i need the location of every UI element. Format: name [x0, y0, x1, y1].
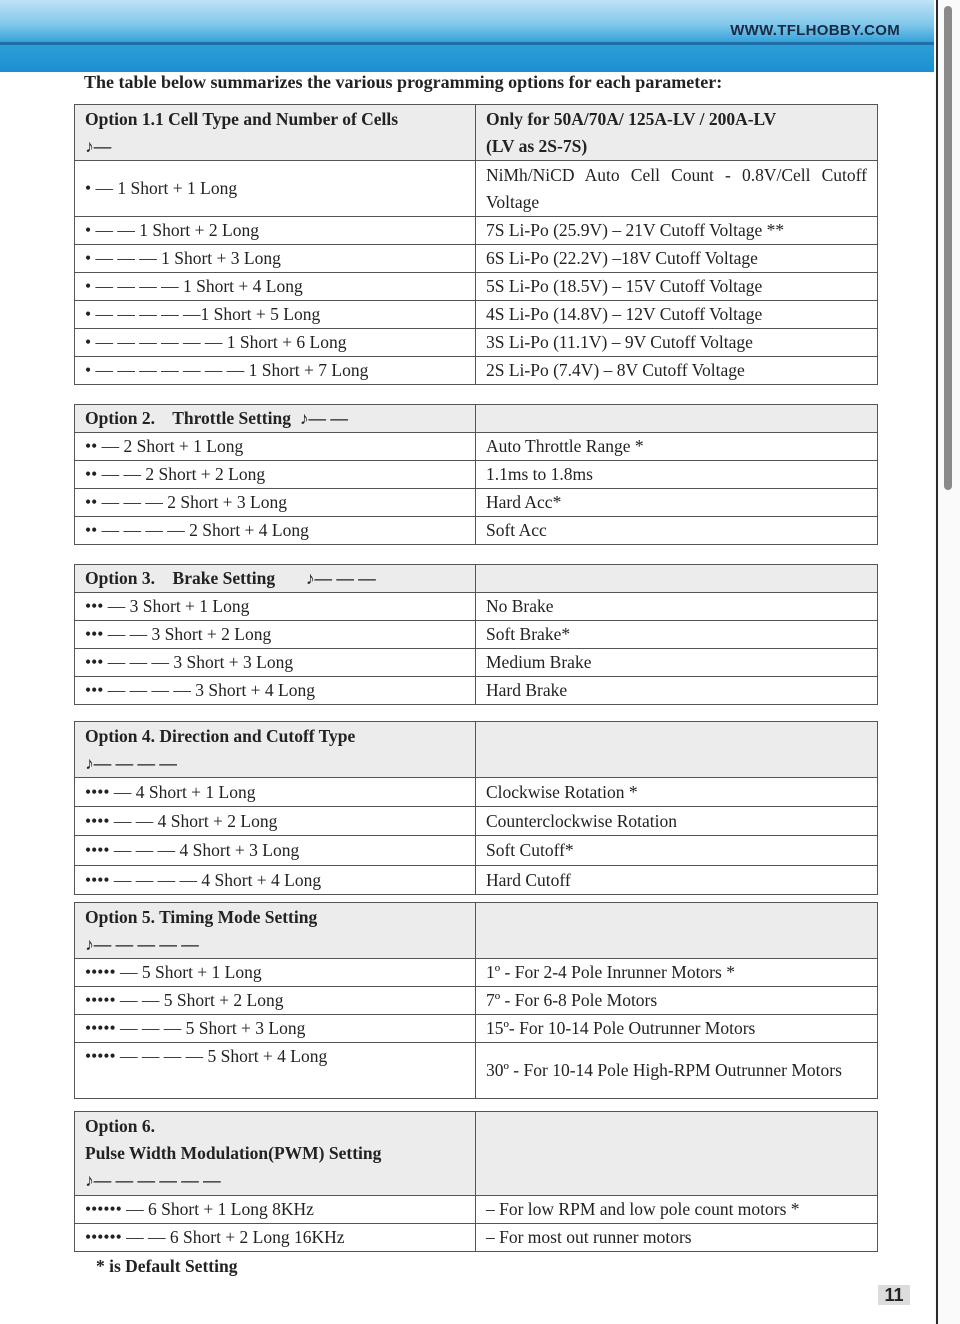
table-row [75, 866, 878, 895]
table-row [75, 329, 878, 357]
option-5-table [74, 902, 878, 1099]
beep-code: •• — — 2 Short + 2 Long [75, 461, 476, 489]
beep-code: •••••• — — 6 Short + 2 Long 16KHz [75, 1224, 476, 1252]
option-title [75, 105, 476, 161]
setting-value: – For low RPM and low pole count motors * [476, 1196, 878, 1224]
beep-code: ••••• — — — 5 Short + 3 Long [75, 1015, 476, 1043]
option-6-table [74, 1111, 878, 1252]
setting-value: 3S Li-Po (11.1V) – 9V Cutoff Voltage [476, 329, 878, 357]
beep-code: •••• — — 4 Short + 2 Long [75, 807, 476, 836]
beep-code: ••••• — 5 Short + 1 Long [75, 959, 476, 987]
beep-code: •• — — — 2 Short + 3 Long [75, 489, 476, 517]
table-header-row [75, 565, 878, 593]
beep-code: • — — 1 Short + 2 Long [75, 217, 476, 245]
table-row [75, 489, 878, 517]
option-note-line: Only for 50A/70A/ 125A-LV / 200A-LV [486, 108, 777, 129]
setting-value: 30º - For 10-14 Pole High-RPM Outrunner Motors [476, 1043, 878, 1099]
option-note [476, 903, 878, 959]
beep-code: ••• — — — — 3 Short + 4 Long [75, 677, 476, 705]
beep-code: •••• — — — — 4 Short + 4 Long [75, 866, 476, 895]
table-row [75, 161, 878, 217]
table-row [75, 593, 878, 621]
setting-value: Hard Brake [476, 677, 878, 705]
setting-value: – For most out runner motors [476, 1224, 878, 1252]
option-note [476, 1112, 878, 1196]
beep-code: ••• — — 3 Short + 2 Long [75, 621, 476, 649]
table-header-row [75, 903, 878, 959]
setting-value: Soft Brake* [476, 621, 878, 649]
setting-value: Auto Throttle Range * [476, 433, 878, 461]
option-2-table [74, 404, 878, 545]
option-title: Option 6. Pulse Width Modulation(PWM) Setting ♪— — — — — — [75, 1112, 476, 1196]
header-rule [0, 42, 934, 45]
setting-value: Soft Cutoff* [476, 836, 878, 866]
table-row [75, 1015, 878, 1043]
table-row [75, 357, 878, 385]
option-4-table [74, 721, 878, 895]
table-row [75, 677, 878, 705]
table-row [75, 245, 878, 273]
option-note [476, 405, 878, 433]
setting-value: Hard Acc* [476, 489, 878, 517]
table-header-row [75, 105, 878, 161]
setting-value: 15º- For 10-14 Pole Outrunner Motors [476, 1015, 878, 1043]
option-title: Option 5. Timing Mode Setting ♪— — — — — [75, 903, 476, 959]
table-row [75, 807, 878, 836]
scrollbar-thumb[interactable] [944, 6, 952, 490]
setting-value: NiMh/NiCD Auto Cell Count - 0.8V/Cell Cutoff Voltage [476, 161, 878, 217]
option-3-table [74, 564, 878, 705]
beep-code: •• — 2 Short + 1 Long [75, 433, 476, 461]
beep-code: •••• — 4 Short + 1 Long [75, 778, 476, 807]
table-row [75, 1043, 878, 1099]
option-title: Option 3. Brake Setting ♪— — — [75, 565, 476, 593]
page-edge-line [936, 0, 938, 1324]
beep-code: • — — — — — — 1 Short + 6 Long [75, 329, 476, 357]
setting-value: 6S Li-Po (22.2V) –18V Cutoff Voltage [476, 245, 878, 273]
beep-code: • — 1 Short + 1 Long [75, 161, 476, 217]
beep-code: • — — — — — — — 1 Short + 7 Long [75, 357, 476, 385]
option-title: Option 4. Direction and Cutoff Type ♪— — — — [75, 722, 476, 778]
table-row [75, 1224, 878, 1252]
intro-text: The table below summarizes the various programming options for each parameter: [84, 72, 723, 92]
beep-code: ••••• — — 5 Short + 2 Long [75, 987, 476, 1015]
setting-value: 5S Li-Po (18.5V) – 15V Cutoff Voltage [476, 273, 878, 301]
beep-code: ••• — — — 3 Short + 3 Long [75, 649, 476, 677]
table-header-row [75, 722, 878, 778]
table-row [75, 1196, 878, 1224]
beep-code: • — — — — —1 Short + 5 Long [75, 301, 476, 329]
setting-value: 7º - For 6-8 Pole Motors [476, 987, 878, 1015]
option-title: Option 2. Throttle Setting ♪— — [75, 405, 476, 433]
beep-code: ••• — 3 Short + 1 Long [75, 593, 476, 621]
option-note [476, 565, 878, 593]
setting-value: Counterclockwise Rotation [476, 807, 878, 836]
table-row [75, 987, 878, 1015]
option-title-line: Option 1.1 Cell Type and Number of Cells [85, 108, 399, 129]
beep-code: •••• — — — 4 Short + 3 Long [75, 836, 476, 866]
option-note [476, 105, 878, 161]
setting-value: Hard Cutoff [476, 866, 878, 895]
setting-value: 4S Li-Po (14.8V) – 12V Cutoff Voltage [476, 301, 878, 329]
beep-code: •• — — — — 2 Short + 4 Long [75, 517, 476, 545]
table-row [75, 621, 878, 649]
beep-code: •••••• — 6 Short + 1 Long 8KHz [75, 1196, 476, 1224]
option-note [476, 722, 878, 778]
setting-value: 7S Li-Po (25.9V) – 21V Cutoff Voltage ** [476, 217, 878, 245]
table-row [75, 217, 878, 245]
table-header-row [75, 405, 878, 433]
setting-value: 2S Li-Po (7.4V) – 8V Cutoff Voltage [476, 357, 878, 385]
table-row [75, 959, 878, 987]
setting-value: Medium Brake [476, 649, 878, 677]
table-row [75, 778, 878, 807]
setting-value: 1º - For 2-4 Pole Inrunner Motors * [476, 959, 878, 987]
tone-signal: ♪— [85, 135, 112, 156]
beep-code: • — — — — 1 Short + 4 Long [75, 273, 476, 301]
setting-value: No Brake [476, 593, 878, 621]
table-row [75, 461, 878, 489]
table-row [75, 836, 878, 866]
table-row [75, 273, 878, 301]
footnote: * is Default Setting [96, 1256, 238, 1276]
setting-value: 1.1ms to 1.8ms [476, 461, 878, 489]
setting-value: Soft Acc [476, 517, 878, 545]
option-1-table [74, 104, 878, 385]
page-number: 11 [878, 1285, 910, 1305]
table-row [75, 649, 878, 677]
beep-code: • — — — 1 Short + 3 Long [75, 245, 476, 273]
site-url: WWW.TFLHOBBY.COM [730, 22, 900, 39]
table-header-row [75, 1112, 878, 1196]
table-row [75, 517, 878, 545]
setting-value: Clockwise Rotation * [476, 778, 878, 807]
table-row [75, 301, 878, 329]
table-row [75, 433, 878, 461]
option-note-line: (LV as 2S-7S) [486, 135, 588, 156]
beep-code: ••••• — — — — 5 Short + 4 Long [75, 1043, 476, 1099]
